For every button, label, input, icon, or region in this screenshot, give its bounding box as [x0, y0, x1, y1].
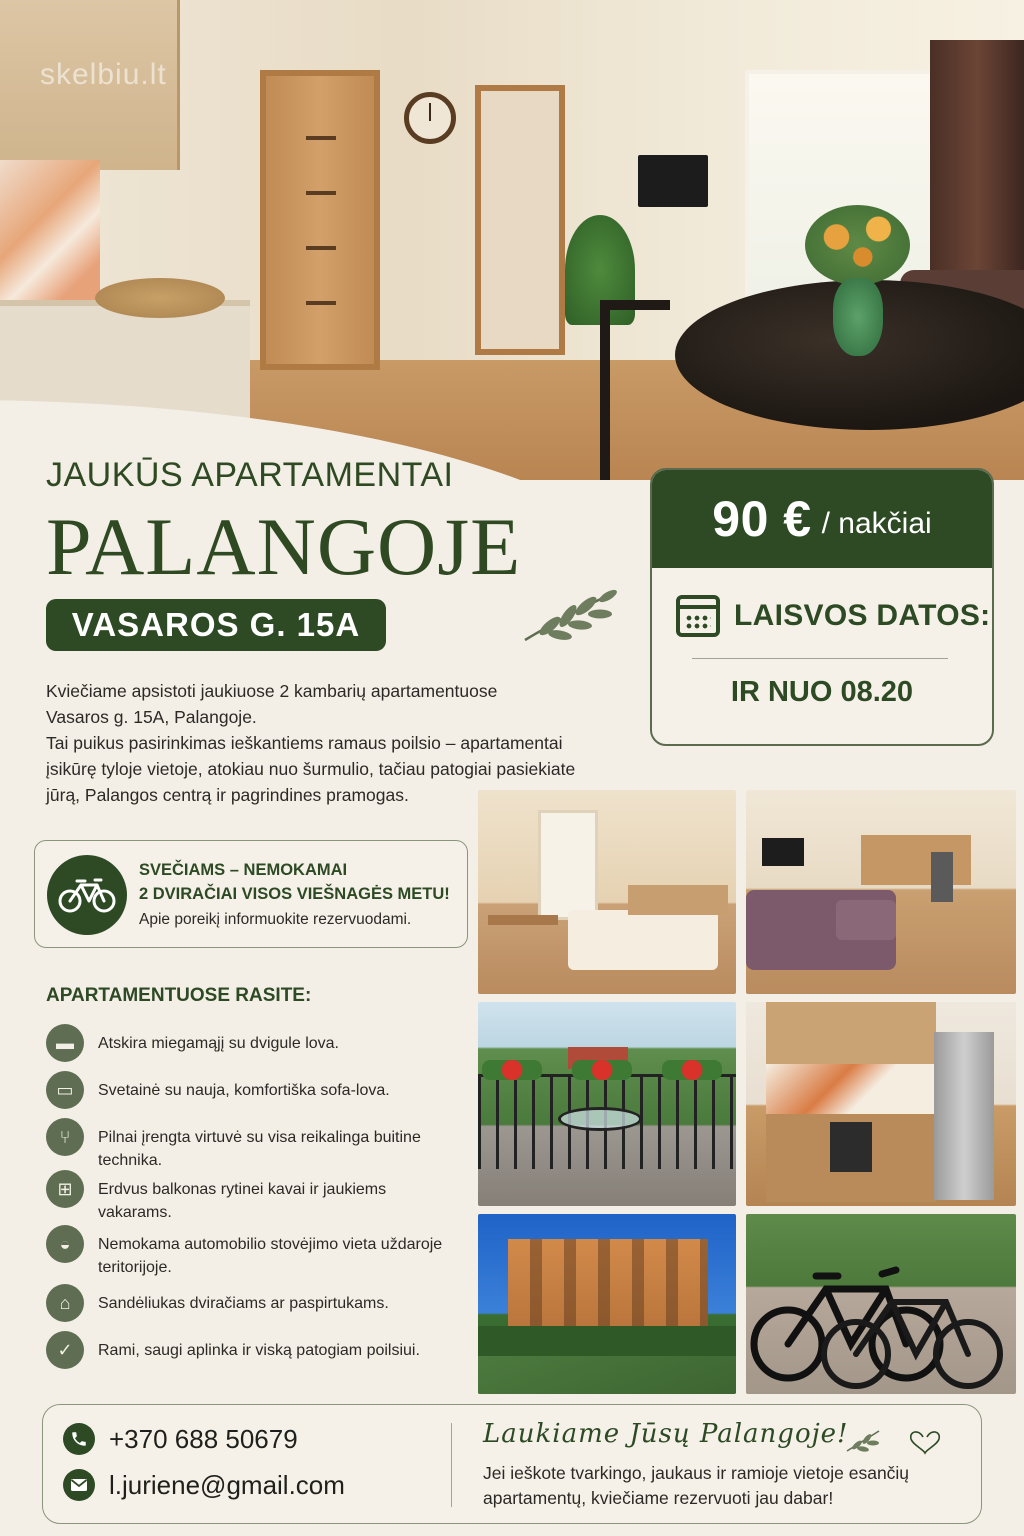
description	[46, 678, 626, 808]
closing-text: Jei ieškote tvarkingo, jaukaus ir ramioje vietoje esančių apartamentų, kviečiame rezervuoti jau dabar!	[483, 1463, 910, 1508]
description-line: Kviečiame apsistoti jaukiuose 2 kambarių apartamentuose	[46, 681, 498, 701]
car-icon: ◒	[46, 1225, 84, 1263]
feature-item	[46, 1225, 456, 1279]
price-amount: 90 €	[712, 491, 812, 547]
leaf-branch-icon	[520, 578, 620, 648]
feature-text: Nemokama automobilio stovėjimo vieta uždaroje teritorijoje.	[98, 1236, 443, 1276]
watermark: skelbiu.lt	[40, 58, 167, 91]
address-badge: VASAROS G. 15A	[46, 599, 386, 651]
feature-text: Pilnai įrengta virtuvė su visa reikalinga buitine technika.	[98, 1129, 421, 1169]
phone-row[interactable]	[63, 1423, 298, 1455]
photo-living-room	[746, 790, 1016, 994]
feature-item	[46, 1118, 456, 1172]
balcony-icon: ⊞	[46, 1170, 84, 1208]
phone-number[interactable]: +370 688 50679	[109, 1423, 298, 1454]
sofa-icon: ▭	[46, 1071, 84, 1109]
feature-item	[46, 1284, 456, 1322]
description-line: įsikūrę tyloje vietoje, atokiau nuo šurmulio, tačiau patogiai pasiekiate	[46, 759, 576, 779]
feature-item	[46, 1024, 456, 1062]
email-address[interactable]: l.juriene@gmail.com	[109, 1469, 345, 1500]
email-row[interactable]	[63, 1469, 345, 1501]
feature-text: Svetainė su nauja, komfortiška sofa-lova.	[98, 1082, 390, 1099]
photo-balcony	[478, 1002, 736, 1206]
features-title: APARTAMENTUOSE RASITE:	[46, 985, 312, 1006]
utensils-icon: ⑂	[46, 1118, 84, 1156]
bike-offer-note: Apie poreikį informuokite rezervuodami.	[139, 911, 412, 928]
bicycle-icon	[47, 855, 127, 935]
description-line: Vasaros g. 15A, Palangoje.	[46, 707, 257, 727]
photo-kitchen	[746, 1002, 1016, 1206]
mail-icon	[63, 1469, 95, 1501]
feature-item	[46, 1331, 456, 1369]
feature-item	[46, 1071, 456, 1109]
bed-icon: ▬	[46, 1024, 84, 1062]
description-line: Tai puikus pasirinkimas ieškantiems ramaus poilsio – apartamentai	[46, 733, 563, 753]
feature-text: Sandėliukas dviračiams ar paspirtukams.	[98, 1295, 389, 1312]
phone-icon	[63, 1423, 95, 1455]
heading-subtitle: JAUKŪS APARTAMENTAI	[46, 456, 454, 494]
availability-value: IR NUO 08.20	[730, 676, 914, 708]
availability-label: LAISVOS DATOS:	[734, 599, 991, 632]
bike-offer-subtitle: 2 DVIRAČIAI VISOS VIEŠNAGĖS METU!	[139, 885, 450, 903]
feature-text: Erdvus balkonas rytinei kavai ir jaukiems vakarams.	[98, 1181, 387, 1221]
feature-text: Rami, saugi aplinka ir viską patogiam poilsiui.	[98, 1342, 420, 1359]
price-card	[650, 468, 994, 746]
calendar-icon	[676, 595, 720, 637]
photo-bedroom	[478, 790, 736, 994]
shield-icon: ✓	[46, 1331, 84, 1369]
photo-bicycles	[746, 1214, 1016, 1394]
price-banner	[652, 470, 992, 568]
description-line: jūrą, Palangos centrą ir pagrindines pramogas.	[46, 785, 409, 805]
price-period: / nakčiai	[821, 507, 932, 540]
leaf-heart-icon	[843, 1423, 953, 1457]
divider	[451, 1423, 452, 1507]
storage-icon: ⌂	[46, 1284, 84, 1322]
divider	[692, 658, 948, 659]
feature-item	[46, 1170, 456, 1224]
page-title: PALANGOJE	[46, 501, 522, 592]
footer-card	[42, 1404, 982, 1524]
feature-text: Atskira miegamąjį su dvigule lova.	[98, 1035, 339, 1052]
bike-offer-card	[34, 840, 468, 948]
bike-offer-title: SVEČIAMS – NEMOKAMAI	[139, 861, 348, 879]
photo-building	[478, 1214, 736, 1394]
closing-script: Laukiame Jūsų Palangoje!	[483, 1419, 849, 1449]
